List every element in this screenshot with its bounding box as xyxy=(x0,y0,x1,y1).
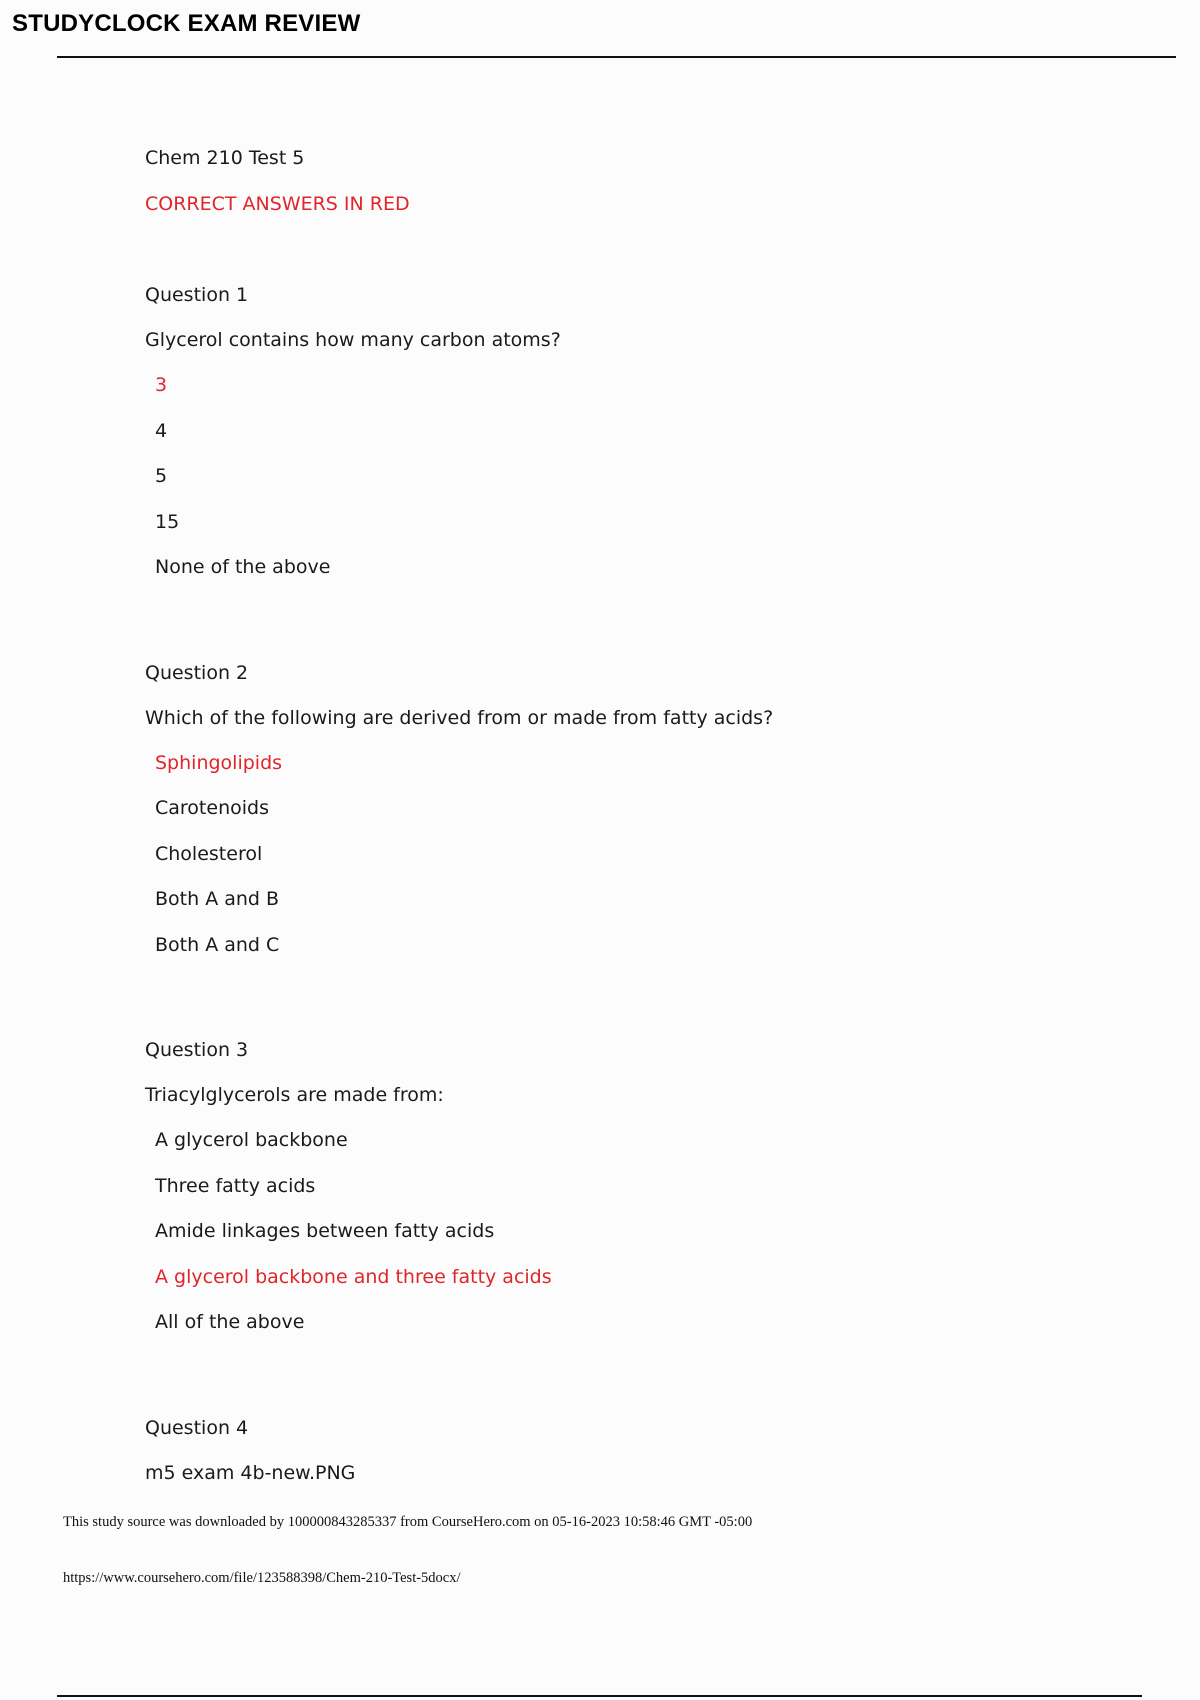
question-heading: Question 1 xyxy=(145,284,249,306)
question-list xyxy=(145,280,1105,1503)
answer-option-correct: 3 xyxy=(155,374,168,396)
answer-option: A glycerol backbone xyxy=(155,1129,348,1151)
answer-options xyxy=(145,1125,1105,1353)
answer-options xyxy=(145,370,1105,598)
answer-options xyxy=(145,748,1105,976)
source-url[interactable]: https://www.coursehero.com/file/123588398/Chem-210-Test-5docx/ xyxy=(63,1570,461,1586)
question-heading: Question 3 xyxy=(145,1039,249,1061)
header-divider xyxy=(57,56,1176,58)
answer-option: 5 xyxy=(155,465,168,487)
answer-key-note: CORRECT ANSWERS IN RED xyxy=(145,193,410,215)
page-header-title: STUDYCLOCK EXAM REVIEW xyxy=(12,10,361,37)
footer-divider xyxy=(57,1695,1142,1697)
question-block xyxy=(145,280,1105,598)
answer-option: Carotenoids xyxy=(155,797,269,819)
question-block xyxy=(145,1035,1105,1353)
question-block xyxy=(145,658,1105,976)
question-text: Glycerol contains how many carbon atoms? xyxy=(145,329,561,351)
answer-option: Cholesterol xyxy=(155,842,263,865)
answer-option-correct: A glycerol backbone and three fatty acids xyxy=(155,1265,552,1288)
question-heading: Question 4 xyxy=(145,1416,249,1439)
document-title: Chem 210 Test 5 xyxy=(145,147,305,169)
question-text: Triacylglycerols are made from: xyxy=(145,1084,444,1106)
answer-option: 15 xyxy=(155,510,180,533)
answer-option: None of the above xyxy=(155,556,331,578)
answer-option: All of the above xyxy=(155,1311,305,1333)
question-text: Which of the following are derived from or made from fatty acids? xyxy=(145,706,774,729)
answer-option-correct: Sphingolipids xyxy=(155,751,283,774)
question-heading: Question 2 xyxy=(145,661,249,684)
document-body xyxy=(145,143,1105,1503)
question-block xyxy=(145,1413,1105,1503)
answer-option: Amide linkages between fatty acids xyxy=(155,1220,495,1242)
download-source-note: This study source was downloaded by 100000843285337 from CourseHero.com on 05-16-2023 10:58:46 GMT -05:00 xyxy=(63,1514,753,1530)
answer-option: 4 xyxy=(155,419,168,442)
answer-option: Both A and C xyxy=(155,933,280,956)
answer-option: Three fatty acids xyxy=(155,1174,316,1197)
answer-option: Both A and B xyxy=(155,888,280,910)
question-text: m5 exam 4b-new.PNG xyxy=(145,1461,356,1484)
